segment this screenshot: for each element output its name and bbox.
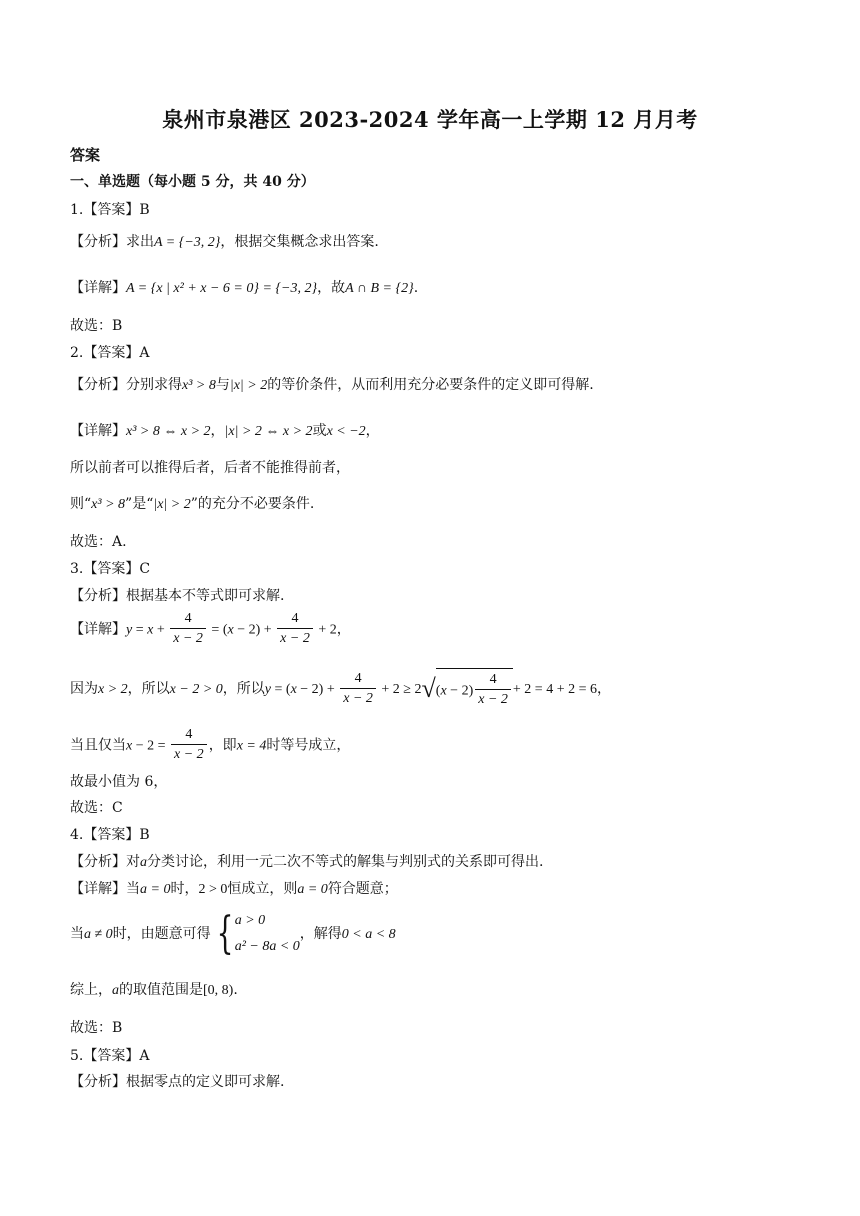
q2-detail: 【详解】x³ > 8 ⇔ x > 2，|x| > 2 ⇔ x > 2或x < −2， — [70, 423, 380, 439]
analysis-tag: 【分析】 — [70, 234, 126, 250]
q1-analysis: 【分析】求出A = {−3, 2}，根据交集概念求出答案. — [70, 234, 379, 250]
q4-summary: 综上，a的取值范围是[0, 8). — [70, 982, 238, 998]
sqrt-expr: (x − 2) $\frac{4}{x - 2}$ — [436, 668, 513, 710]
q5-answer: 5.【答案】A — [70, 1048, 150, 1064]
q4-choose: 故选：B — [70, 1020, 123, 1036]
fraction: $\frac{4}{x - 2}$ — [340, 670, 376, 709]
math-expr: |x| > 2 — [229, 378, 268, 393]
math-expr: x³ > 8 — [91, 497, 126, 512]
fraction: $\frac{4}{x - 2}$ — [277, 610, 313, 649]
q4-detail: 【详解】当a = 0时，2 > 0恒成立，则a = 0符合题意； — [70, 881, 398, 897]
q3-answer: 3.【答案】C — [70, 561, 151, 577]
q2-choose: 故选：A. — [70, 534, 127, 550]
q3-min-value: 故最小值为 6， — [70, 774, 168, 790]
detail-tag: 【详解】 — [70, 280, 126, 296]
q5-analysis: 【分析】根据零点的定义即可求解. — [70, 1074, 285, 1090]
q1-choose: 故选：B — [70, 318, 123, 334]
math-expr: x³ > 8 ⇔ x > 2 — [126, 424, 211, 439]
math-expr: |x| > 2 — [153, 497, 191, 512]
q2-answer: 2.【答案】A — [70, 345, 150, 361]
q4-analysis: 【分析】对a分类讨论，利用一元二次不等式的解集与判别式的关系即可得出. — [70, 854, 544, 870]
q1-detail: 【详解】A = {x | x² + x − 6 = 0} = {−3, 2}，故A ∩ B = {2}. — [70, 280, 419, 296]
math-expr: |x| > 2 ⇔ x > 2 — [224, 424, 313, 439]
q3-analysis: 【分析】根据基本不等式即可求解. — [70, 588, 285, 604]
math-expr: A = {−3, 2} — [154, 235, 221, 250]
q2-line4: 则“x³ > 8”是“|x| > 2”的充分不必要条件. — [70, 496, 315, 512]
fraction: $\frac{4}{x - 2}$ — [171, 726, 207, 765]
q4-answer: 4.【答案】B — [70, 827, 150, 843]
q2-analysis: 【分析】分别求得x³ > 8与|x| > 2的等价条件，从而利用充分必要条件的定义即可得解. — [70, 377, 594, 393]
q3-because: 因为x > 2，所以x − 2 > 0，所以y = (x − 2) + $\frac{4}{x - 2}$ + 2 ≥ 2√(x − 2) $\frac{4}{x - 2}$ + 2 = 4 + 2 = 6， — [70, 668, 611, 710]
answer-heading: 答案 — [70, 146, 101, 164]
math-expr: A ∩ B = {2} — [345, 281, 414, 296]
section-heading: 一、单选题（每小题 5 分，共 40 分） — [70, 174, 315, 190]
math-expr: x³ > 8 — [182, 378, 216, 393]
q4-cases: 当a ≠ 0时，由题意可得 { a > 0 a² − 8a < 0 ，解得0 < a < 8 — [70, 908, 396, 959]
q3-equality: 当且仅当x − 2 = $\frac{4}{x - 2}$ ，即x = 4时等号成立， — [70, 726, 350, 765]
q2-line3: 所以前者可以推得后者，后者不能推得前者， — [70, 460, 350, 476]
q1-answer: 1.【答案】B — [70, 202, 150, 218]
left-brace: { — [216, 908, 234, 959]
document-title: 泉州市泉港区 2023-2024 学年高一上学期 12 月月考 — [162, 107, 698, 132]
case-system: a > 0 a² − 8a < 0 — [234, 913, 300, 954]
q3-detail: 【详解】y = x + $\frac{4}{x - 2}$ = (x − 2) + $\frac{4}{x - 2}$ + 2， — [70, 610, 351, 649]
math-expr: A = {x | x² + x − 6 = 0} = {−3, 2} — [126, 281, 318, 296]
q3-choose: 故选：C — [70, 800, 123, 816]
fraction: $\frac{4}{x - 2}$ — [170, 610, 206, 649]
math-expr: x < −2 — [326, 424, 366, 439]
